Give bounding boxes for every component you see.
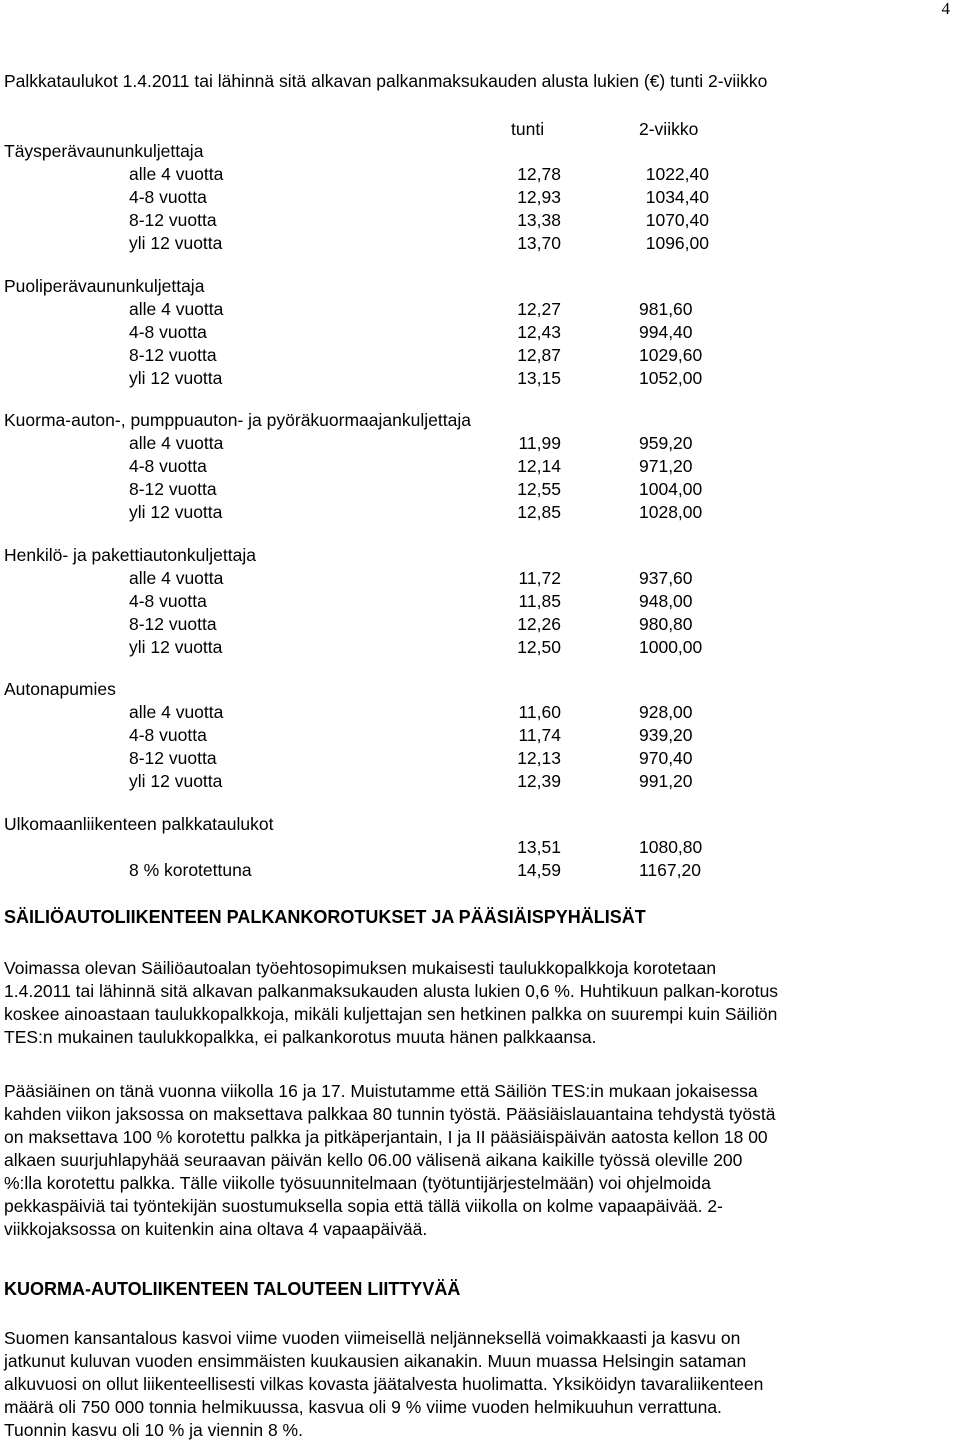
row-label: alle 4 vuotta (129, 702, 224, 722)
section-heading-truck-economy: KUORMA-AUTOLIIKENTEEN TALOUTEEN LIITTYVÄÄ (4, 1279, 461, 1299)
two-week-wage: 1052,00 (639, 368, 703, 388)
table-row (0, 321, 960, 344)
hourly-wage: 14,59 (517, 860, 561, 880)
two-week-wage: 980,80 (639, 614, 693, 634)
paragraph-economy (4, 1327, 954, 1442)
two-week-wage: 991,20 (639, 771, 693, 791)
table-row (0, 186, 960, 209)
row-label: 8-12 vuotta (129, 479, 217, 499)
table-row (0, 163, 960, 186)
hourly-wage: 13,70 (517, 233, 561, 253)
hourly-wage: 13,15 (517, 368, 561, 388)
paragraph-line: on maksettava 100 % korotettu palkka ja pitkäperjantain, I ja II pääsiäispäivän aatosta kellon 18 00 (4, 1127, 768, 1147)
two-week-wage: 939,20 (639, 725, 693, 745)
paragraph-line: viikkojaksossa on kuitenkin aina oltava 4 vapaapäivää. (4, 1219, 428, 1239)
two-week-wage: 1167,20 (639, 860, 701, 880)
hourly-wage: 11,99 (518, 433, 561, 453)
row-label: 4-8 vuotta (129, 591, 207, 611)
hourly-wage: 13,38 (517, 210, 561, 230)
two-week-wage: 1004,00 (639, 479, 703, 499)
table-row (0, 613, 960, 636)
two-week-wage: 1070,40 (645, 210, 709, 230)
row-label: yli 12 vuotta (129, 368, 223, 388)
hourly-wage: 12,26 (517, 614, 561, 634)
group-title: Täysperävaununkuljettaja (4, 141, 204, 161)
row-label: yli 12 vuotta (129, 771, 223, 791)
two-week-wage: 1022,40 (645, 164, 709, 184)
paragraph-line: alkuvuosi on ollut liikenteellisesti vilkas kovasta jäätalvesta huolimatta. Yksiköidyn tavaraliikenteen (4, 1374, 764, 1394)
table-row (0, 232, 960, 255)
table-row (0, 455, 960, 478)
two-week-wage: 981,60 (639, 299, 693, 319)
table-title: Palkkataulukot 1.4.2011 tai lähinnä sitä alkavan palkanmaksukauden alusta lukien (€) tunti 2-viikko (4, 71, 768, 91)
hourly-wage: 12,87 (517, 345, 561, 365)
hourly-wage: 11,85 (518, 591, 561, 611)
row-label: 8-12 vuotta (129, 748, 217, 768)
row-label: alle 4 vuotta (129, 164, 224, 184)
hourly-wage: 12,78 (517, 164, 561, 184)
paragraph-line: kahden viikon jaksossa on maksettava palkkaa 80 tunnin työstä. Pääsiäislauantaina tehdystä työstä (4, 1104, 776, 1124)
table-row (0, 747, 960, 770)
section-heading-tank-trucks: SÄILIÖAUTOLIIKENTEEN PALKANKOROTUKSET JA PÄÄSIÄISPYHÄLISÄT (4, 907, 646, 927)
paragraph-line: Voimassa olevan Säiliöautoalan työehtosopimuksen mukaisesti taulukkopalkkoja korotetaan (4, 958, 717, 978)
row-label: 8-12 vuotta (129, 614, 217, 634)
two-week-wage: 1034,40 (645, 187, 709, 207)
group-title: Puoliperävaununkuljettaja (4, 276, 205, 296)
paragraph-line: koskee ainoastaan taulukkopalkkoja, mikäli kuljettajan sen hetkinen palkka on suurempi kuin Säiliön (4, 1004, 778, 1024)
row-label: 8 % korotettuna (129, 860, 252, 880)
paragraph-line: Tuonnin kasvu oli 10 % ja viennin 8 %. (4, 1420, 303, 1440)
paragraph-pay-raise (4, 957, 954, 1049)
hourly-wage: 12,13 (517, 748, 561, 768)
row-label: 4-8 vuotta (129, 187, 207, 207)
group-title: Kuorma-auton-, pumppuauton- ja pyöräkuormaajankuljettaja (4, 410, 471, 430)
two-week-wage: 928,00 (639, 702, 693, 722)
row-label: 8-12 vuotta (129, 345, 217, 365)
two-week-wage: 1080,80 (639, 837, 703, 857)
table-row (0, 344, 960, 367)
group-title: Ulkomaanliikenteen palkkataulukot (4, 814, 274, 834)
hourly-wage: 11,72 (518, 568, 561, 588)
group-title: Henkilö- ja pakettiautonkuljettaja (4, 545, 256, 565)
two-week-wage: 937,60 (639, 568, 693, 588)
table-row (0, 209, 960, 232)
table-row (0, 836, 960, 859)
paragraph-line: 1.4.2011 tai lähinnä sitä alkavan palkanmaksukauden alusta lukien 0,6 %. Huhtikuun palkan-korotus (4, 981, 779, 1001)
paragraph-line: jatkunut kuluvan vuoden ensimmäisten kuukausien aikanakin. Muun muassa Helsingin sataman (4, 1351, 747, 1371)
two-week-wage: 1029,60 (639, 345, 703, 365)
row-label: alle 4 vuotta (129, 299, 224, 319)
table-row (0, 636, 960, 659)
row-label: yli 12 vuotta (129, 233, 223, 253)
paragraph-easter (4, 1080, 954, 1241)
table-row (0, 770, 960, 793)
column-header-hour: tunti (511, 119, 545, 139)
two-week-wage: 971,20 (639, 456, 693, 476)
page-number: 4 (941, 0, 950, 18)
two-week-wage: 948,00 (639, 591, 693, 611)
hourly-wage: 12,93 (517, 187, 561, 207)
two-week-wage: 1096,00 (645, 233, 709, 253)
table-row (0, 501, 960, 524)
table-row (0, 859, 960, 882)
hourly-wage: 12,85 (517, 502, 561, 522)
hourly-wage: 13,51 (517, 837, 561, 857)
paragraph-line: pekkaspäiviä tai työntekijän suostumuksella sopia että tällä viikolla on kolme vapaapäivää. 2- (4, 1196, 723, 1216)
table-row (0, 478, 960, 501)
paragraph-line: Pääsiäinen on tänä vuonna viikolla 16 ja 17. Muistutamme että Säiliön TES:in mukaan jokaisessa (4, 1081, 758, 1101)
table-row (0, 724, 960, 747)
hourly-wage: 12,27 (517, 299, 561, 319)
two-week-wage: 994,40 (639, 322, 693, 342)
table-row (0, 367, 960, 390)
table-row (0, 432, 960, 455)
row-label: 4-8 vuotta (129, 456, 207, 476)
row-label: 8-12 vuotta (129, 210, 217, 230)
row-label: yli 12 vuotta (129, 502, 223, 522)
row-label: 4-8 vuotta (129, 725, 207, 745)
row-label: alle 4 vuotta (129, 568, 224, 588)
two-week-wage: 1000,00 (639, 637, 703, 657)
two-week-wage: 1028,00 (639, 502, 703, 522)
row-label: 4-8 vuotta (129, 322, 207, 342)
table-row (0, 298, 960, 321)
row-label: alle 4 vuotta (129, 433, 224, 453)
hourly-wage: 12,50 (517, 637, 561, 657)
column-header-week: 2-viikko (639, 119, 699, 139)
hourly-wage: 12,14 (517, 456, 561, 476)
two-week-wage: 970,40 (639, 748, 693, 768)
table-row (0, 567, 960, 590)
paragraph-line: %:lla korotettu palkka. Tälle viikolle työsuunnitelmaan (työtuntijärjestelmään) voi ohjelmoida (4, 1173, 711, 1193)
paragraph-line: TES:n mukainen taulukkopalkka, ei palkankorotus muuta hänen palkkaansa. (4, 1027, 597, 1047)
hourly-wage: 12,55 (517, 479, 561, 499)
table-row (0, 701, 960, 724)
paragraph-line: alkaen suurjuhlapyhää seuraavan päivän kello 06.00 välisenä aikana kaikille työssä oleville 200 (4, 1150, 743, 1170)
hourly-wage: 12,43 (517, 322, 561, 342)
hourly-wage: 12,39 (517, 771, 561, 791)
group-title: Autonapumies (4, 679, 116, 699)
two-week-wage: 959,20 (639, 433, 693, 453)
hourly-wage: 11,74 (518, 725, 561, 745)
paragraph-line: Suomen kansantalous kasvoi viime vuoden viimeisellä neljänneksellä voimakkaasti ja kasvu on (4, 1328, 741, 1348)
paragraph-line: määrä oli 750 000 tonnia helmikuussa, kasvua oli 9 % viime vuoden helmikuuhun verrattuna. (4, 1397, 722, 1417)
table-row (0, 590, 960, 613)
hourly-wage: 11,60 (518, 702, 561, 722)
row-label: yli 12 vuotta (129, 637, 223, 657)
